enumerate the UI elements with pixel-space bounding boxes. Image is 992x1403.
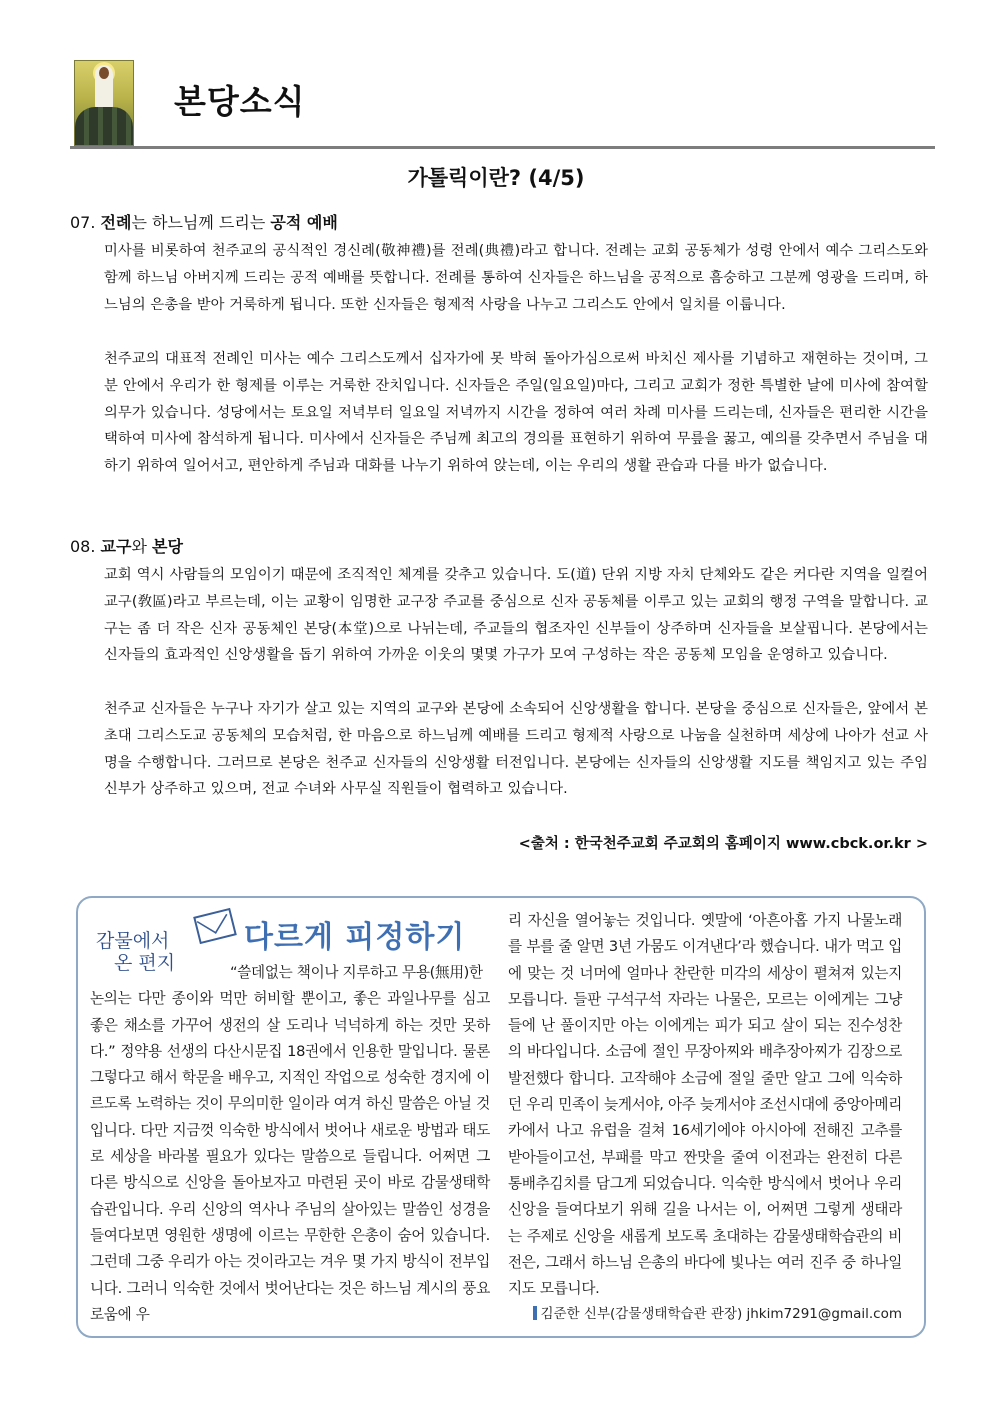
letter-column-1-text: 논의는 다만 종이와 먹만 허비할 뿐이고, 좋은 과일나무를 심고 좋은 채소를 가꾸어 생전의 살 도리나 넉넉하게 하는 것만 못하다.” 정약용 선생의 다산시문집 18권에서 인용한 말입니다. 물론 그렇다고 해서 학문을 배우고, 지적인 작업으로 성숙한 경지에 이르도록 노력하는 것이 무의미한 일이라 여겨 하신 말씀은 아닐 것입니다. 다만 지금껏 익숙한 방식에서 벗어나 새로운 방법과 태도로 세상을 바라볼 필요가 있다는 말씀으로 들립니다. 어쩌면 그 다른 방식으로 신앙을 돌아보자고 마련된 곳이 바로 감물생태학습관입니다. 우리 신앙의 역사나 주님의 살아있는 말씀인 성경을 들여다보면 영원한 생명에 이르는 무한한 은총이 숨어 있습니다. 그런데 그중 우리가 아는 것이라고는 겨우 몇 가지 방식이 전부입니다. 그러니 익숙한 것에서 벗어난다는 것은 하느님 계시의 풍요로움에 우 [90, 990, 490, 1323]
signature-bar [533, 1306, 537, 1320]
section-07-paragraph-1: 미사를 비롯하여 천주교의 공식적인 경신례(敬神禮)를 전례(典禮)라고 합니다. 전례는 교회 공동체가 성령 안에서 예수 그리스도와 함께 하느님 아버지께 드리는 공적 예배를 뜻합니다. 전례를 통하여 신자들은 하느님을 공적으로 흠숭하고 그분께 영광을 드리며, 하느님의 은총을 받아 거룩하게 됩니다. 또한 신자들은 형제적 사랑을 나누고 그리스도 안에서 일치를 이룹니다. [104, 243, 928, 313]
christ-with-crowd-illustration [74, 60, 134, 146]
heading-keyword-2: 본당 [152, 537, 183, 556]
letter-logo-line1: 감물에서 [96, 930, 170, 952]
signature-text: 김준한 신부(감물생태학습관 관장) jhkim7291@gmail.com [540, 1306, 902, 1322]
letter-title: 다르게 피정하기 [244, 920, 466, 955]
heading-text: 는 하느님께 드리는 [131, 213, 266, 232]
section-08-paragraph-1: 교회 역시 사람들의 모임이기 때문에 조직적인 체계를 갖추고 있습니다. 도(道) 단위 지방 자치 단체와도 같은 커다란 지역을 일컬어 교구(敎區)라고 부르는데, 이는 교황이 임명한 교구장 주교를 중심으로 신자 공동체를 이루고 있는 교회의 행정 구역을 말합니다. 교구는 좀 더 작은 신자 공동체인 본당(本堂)으로 나뉘는데, 주교들의 협조자인 신부들이 상주하며 신자들을 보살핍니다. 본당에서는 신자들의 효과적인 신앙생활을 돕기 위하여 가까운 이웃의 몇몇 가구가 모여 구성하는 작은 공동체 모임을 운영하고 있습니다. [104, 567, 928, 664]
heading-keyword: 전례 [100, 213, 132, 232]
heading-keyword: 교구 [100, 537, 132, 556]
section-08-paragraph-2: 천주교 신자들은 누구나 자기가 살고 있는 지역의 교구와 본당에 소속되어 신앙생활을 합니다. 본당을 중심으로 신자들은, 앞에서 본 초대 그리스도교 공동체의 모습처럼, 한 마음으로 하느님께 예배를 드리고 형제적 사랑으로 나눔을 실천하며 세상에 나아가 선교 사명을 수행합니다. 그러므로 본당은 천주교 신자들의 신앙생활 터전입니다. 본당에는 신자들의 신앙생활 지도를 책임지고 있는 주임 신부가 상주하고 있으며, 전교 수녀와 사무실 직원들이 협력하고 있습니다. [104, 701, 928, 798]
section-07-paragraph-2: 천주교의 대표적 전례인 미사는 예수 그리스도께서 십자가에 못 박혀 돌아가심으로써 바치신 제사를 기념하고 재현하는 것이며, 그분 안에서 우리가 한 형제를 이루는 거룩한 잔치입니다. 신자들은 주일(일요일)마다, 그리고 교회가 정한 특별한 날에 미사에 참여할 의무가 있습니다. 성당에서는 토요일 저녁부터 일요일 저녁까지 시간을 정하여 여러 차례 미사를 드리는데, 신자들은 편리한 시간을 택하여 미사에 참석하게 됩니다. 미사에서 신자들은 주님께 최고의 경의를 표현하기 위하여 무릎을 꿇고, 예의를 갖추면서 주님을 대하기 위하여 일어서고, 편안하게 주님과 대화를 나누기 위하여 앉는데, 이는 우리의 생활 관습과 다를 바가 없습니다. [104, 351, 928, 475]
page-header [70, 58, 935, 150]
letter-box [76, 896, 926, 1338]
heading-keyword-2: 공적 예배 [270, 213, 338, 232]
header-divider [70, 146, 935, 149]
source-citation: <출처 : 한국천주교회 주교회의 홈페이지 www.cbck.or.kr > [518, 836, 928, 852]
section-title: 본당소식 [174, 82, 306, 121]
heading-text: 와 [131, 537, 147, 556]
section-heading-07 [70, 210, 338, 233]
envelope-icon [193, 908, 237, 944]
section-number: 07. [70, 213, 96, 232]
letter-signature [508, 1302, 902, 1322]
letter-logo-line2: 온 편지 [114, 952, 176, 974]
section-number: 08. [70, 537, 96, 556]
christ-head-shape [99, 67, 109, 79]
crowd-shape [75, 107, 133, 145]
article-title: 가톨릭이란? (4/5) [407, 166, 585, 190]
letter-lead: “쓸데없는 책이나 지루하고 무용(無用)한 [230, 964, 483, 981]
letter-column-1 [90, 960, 490, 1328]
section-heading-08 [70, 534, 183, 557]
letter-column-2: 리 자신을 열어놓는 것입니다. 옛말에 ‘아흔아홉 가지 나물노래를 부를 줄 알면 3년 가뭄도 이겨낸다’라 했습니다. 내가 먹고 입에 맞는 것 너머에 얼마나 찬란한 미각의 세상이 펼쳐져 있는지 모릅니다. 들판 구석구석 자라는 나물은, 모르는 이에게는 그냥 들에 난 풀이지만 아는 이에게는 피가 되고 살이 되는 진수성찬의 바다입니다. 소금에 절인 무장아찌와 배추장아찌가 김장으로 발전했다 합니다. 고작해야 소금에 절일 줄만 알고 그에 익숙하던 우리 민족이 늦게서야, 아주 늦게서야 조선시대에 중앙아메리카에서 나고 유럽을 걸쳐 16세기에야 아시아에 전해진 고추를 받아들이고선, 부패를 막고 짠맛을 줄여 이전과는 완전히 다른 통배추김치를 담그게 되었습니다. 익숙한 방식에서 벗어나 우리 신앙을 들여다보기 위해 길을 나서는 이, 어쩌면 그렇게 생태라는 주제로 신앙을 새롭게 보도록 초대하는 감물생태학습관의 비전은, 그래서 하느님 은총의 바다에 빛나는 여러 진주 중 하나일지도 모릅니다. [508, 912, 902, 1298]
